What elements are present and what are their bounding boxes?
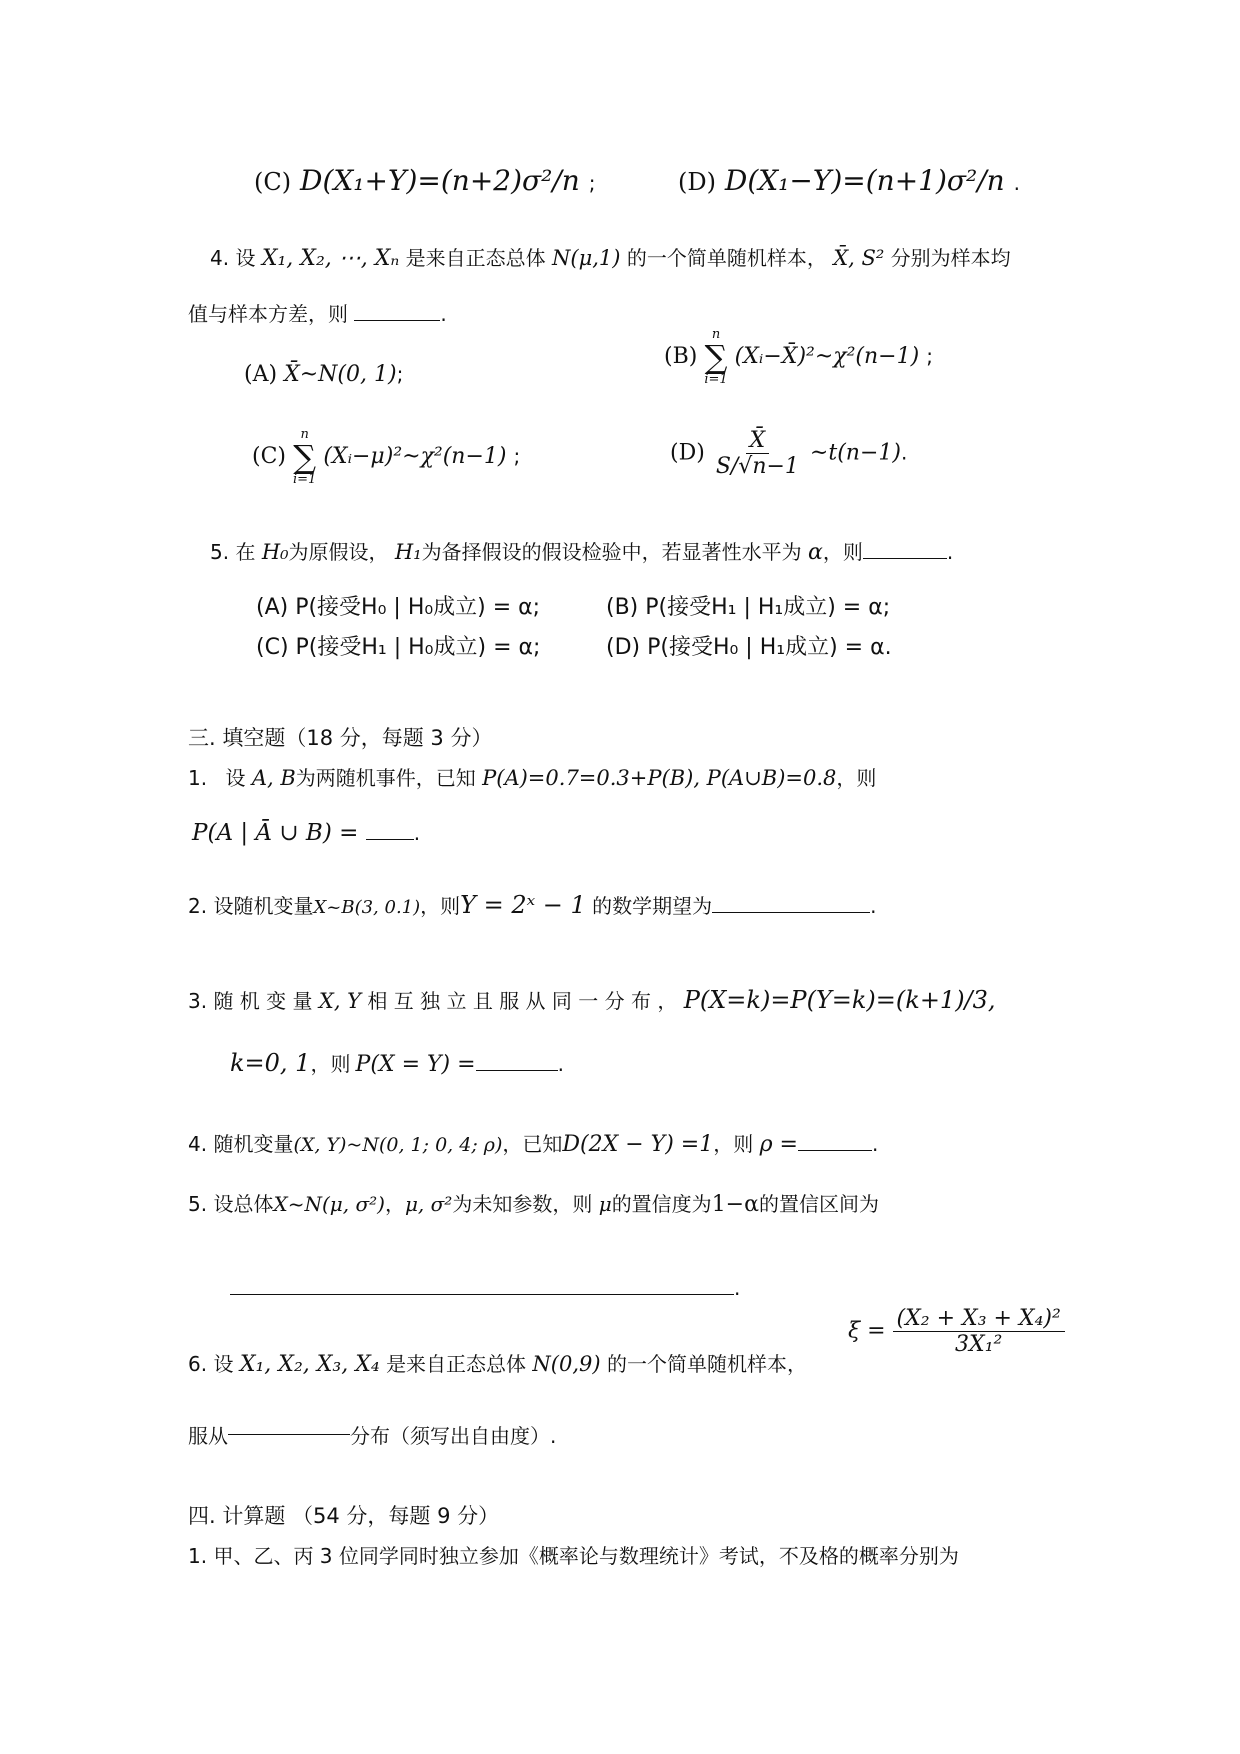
question-text: 为原假设， bbox=[288, 540, 389, 564]
fraction-denominator: S/√n−1 bbox=[715, 454, 799, 479]
fraction-denominator: 3X₁² bbox=[955, 1332, 1003, 1357]
answer-blank[interactable] bbox=[712, 912, 870, 913]
s3-question-6-line1 bbox=[188, 1348, 807, 1377]
question-5-line1 bbox=[210, 536, 953, 565]
sum-sign: ∑ bbox=[704, 338, 728, 376]
option-end: . bbox=[900, 440, 908, 465]
math-rho: ρ = bbox=[759, 1132, 798, 1157]
math-condition: P(A)=0.7=0.3+P(B), P(A∪B)=0.8 bbox=[482, 766, 837, 790]
math-expression: Y = 2ˣ − 1 bbox=[460, 891, 586, 919]
section-4-title: 四. 计算题 （54 分，每题 9 分） bbox=[188, 1504, 500, 1528]
option-d-top bbox=[678, 164, 1020, 197]
question-4-line2 bbox=[188, 298, 447, 327]
fraction bbox=[893, 1306, 1065, 1357]
math-alpha: α bbox=[808, 540, 823, 565]
option-end: ; bbox=[396, 362, 404, 386]
question-end: . bbox=[870, 894, 877, 918]
s3-question-5 bbox=[188, 1188, 879, 1217]
s3-question-4 bbox=[188, 1128, 878, 1157]
fraction-numerator: X̄ bbox=[746, 428, 770, 454]
math-stats: X̄, S² bbox=[833, 246, 885, 270]
question-end: . bbox=[557, 1052, 564, 1076]
math-sample: X₁, X₂, X₃, X₄ bbox=[239, 1352, 380, 1377]
question-text: 在 bbox=[235, 540, 256, 564]
math-variables: X, Y bbox=[318, 989, 362, 1013]
q5-option-a: (A) P(接受H₀ | H₀成立) = α; bbox=[256, 595, 541, 620]
question-text: 的一个简单随机样本， bbox=[626, 246, 827, 270]
math-k-values: k=0, 1 bbox=[230, 1049, 311, 1077]
sum-lower: i=1 bbox=[293, 472, 317, 487]
question-text: 为备择假设的假设检验中，若显著性水平为 bbox=[421, 540, 802, 564]
option-end: ; bbox=[588, 171, 596, 195]
q4-option-c bbox=[252, 428, 520, 486]
question-text: 的数学期望为 bbox=[592, 894, 713, 918]
option-expression: (Xᵢ−X̄)²~χ²(n−1) bbox=[734, 344, 920, 369]
question-text: 的置信区间为 bbox=[758, 1192, 879, 1216]
answer-blank[interactable] bbox=[228, 1434, 350, 1435]
s3-question-1-line1 bbox=[188, 762, 876, 791]
question-text: 的置信度为 bbox=[611, 1192, 712, 1216]
question-text: 3. 随 机 变 量 bbox=[188, 989, 313, 1013]
q4-option-a bbox=[244, 362, 403, 387]
s3-question-3-line1 bbox=[188, 985, 996, 1014]
math-expression: P(A | Ā ∪ B) = bbox=[192, 820, 359, 846]
answer-blank[interactable] bbox=[366, 839, 414, 840]
fraction-numerator: (X₂ + X₃ + X₄)² bbox=[893, 1306, 1065, 1332]
question-end: . bbox=[871, 1132, 879, 1156]
s3-question-2 bbox=[188, 890, 877, 919]
sum-sign: ∑ bbox=[293, 438, 317, 476]
math-expression: P(X = Y) = bbox=[355, 1052, 476, 1077]
math-sample: X₁, X₂, ⋯, Xₙ bbox=[261, 246, 400, 271]
option-label: (D) bbox=[670, 440, 705, 466]
option-label: (C) bbox=[254, 168, 292, 196]
math-confidence: 1−α bbox=[711, 1192, 759, 1217]
question-text: 为未知参数，则 bbox=[452, 1192, 593, 1216]
option-expression: X̄~N(0, 1) bbox=[284, 362, 397, 387]
question-text: 为两随机事件，已知 bbox=[295, 766, 476, 790]
answer-blank[interactable] bbox=[863, 558, 947, 559]
option-label: (A) bbox=[244, 362, 278, 387]
summation bbox=[293, 428, 316, 486]
option-c-top bbox=[254, 164, 595, 197]
question-text: 设 bbox=[225, 766, 246, 790]
math-events: A, B bbox=[251, 766, 296, 790]
option-expression: D(X₁−Y)=(n+1)σ²/n bbox=[724, 164, 1005, 197]
math-h0: H₀ bbox=[261, 540, 289, 564]
math-xi: ξ = bbox=[848, 1318, 886, 1344]
s3-question-6-line2 bbox=[188, 1420, 556, 1449]
math-expression: D(2X − Y) =1 bbox=[562, 1132, 714, 1157]
answer-blank[interactable] bbox=[476, 1070, 558, 1071]
question-text: ， bbox=[384, 1192, 405, 1216]
q4-option-d bbox=[670, 428, 907, 479]
option-label: (C) bbox=[252, 444, 286, 469]
s3-question-6-statistic bbox=[848, 1306, 1065, 1357]
answer-blank[interactable] bbox=[798, 1150, 872, 1151]
q5-option-b: (B) P(接受H₁ | H₁成立) = α; bbox=[606, 595, 891, 620]
section-3-title: 三. 填空题（18 分，每题 3 分） bbox=[188, 726, 493, 750]
math-expression: P(X=k)=P(Y=k)=(k+1)/3, bbox=[683, 986, 996, 1014]
answer-blank[interactable] bbox=[230, 1294, 734, 1295]
s4-question-1: 1. 甲、乙、丙 3 位同学同时独立参加《概率论与数理统计》考试，不及格的概率分别为 bbox=[188, 1544, 959, 1568]
question-text: 相 互 独 立 且 服 从 同 一 分 布 ， bbox=[367, 989, 678, 1013]
question-text: 6. 设 bbox=[188, 1352, 234, 1376]
math-population: N(μ,1) bbox=[552, 246, 621, 270]
fraction bbox=[712, 428, 803, 479]
question-text: ，则 bbox=[822, 540, 863, 564]
sum-upper: n bbox=[711, 327, 721, 342]
option-end: ; bbox=[926, 344, 933, 368]
question-text: ，已知 bbox=[502, 1132, 563, 1156]
math-population: N(0,9) bbox=[532, 1352, 601, 1376]
question-text: 的一个简单随机样本， bbox=[606, 1352, 807, 1376]
question-number: 4. bbox=[210, 246, 230, 270]
option-end: ; bbox=[513, 444, 521, 468]
question-text: ，则 bbox=[420, 894, 461, 918]
option-label: (D) bbox=[678, 168, 716, 196]
math-distribution: (X, Y)~N(0, 1; 0, 4; ρ) bbox=[293, 1134, 503, 1156]
option-end: . bbox=[1013, 171, 1020, 195]
option-expression: ~t(n−1) bbox=[809, 440, 901, 466]
q4-option-b bbox=[664, 328, 933, 386]
q5-option-d: (D) P(接受H₀ | H₁成立) = α. bbox=[606, 635, 892, 660]
question-end: . bbox=[946, 540, 954, 564]
question-text: 设 bbox=[235, 246, 256, 270]
question-text: ，则 bbox=[713, 1132, 754, 1156]
math-mu: μ bbox=[598, 1192, 612, 1216]
question-4-line1 bbox=[210, 242, 1011, 271]
answer-blank[interactable] bbox=[354, 320, 440, 321]
question-end: . bbox=[413, 821, 421, 845]
question-text: 5. 设总体 bbox=[188, 1192, 274, 1216]
question-text: ，则 bbox=[310, 1052, 351, 1076]
s3-question-5-answer-line bbox=[230, 1276, 740, 1300]
q5-option-c: (C) P(接受H₁ | H₀成立) = α; bbox=[256, 635, 541, 660]
question-text: ，则 bbox=[836, 766, 877, 790]
option-expression: D(X₁+Y)=(n+2)σ²/n bbox=[300, 164, 580, 197]
question-text: 4. 随机变量 bbox=[188, 1132, 294, 1156]
option-expression: (Xᵢ−μ)²~χ²(n−1) bbox=[323, 444, 507, 469]
option-label: (B) bbox=[664, 344, 698, 369]
math-parameters: μ, σ² bbox=[404, 1192, 453, 1216]
question-number: 1. bbox=[188, 766, 208, 790]
question-text: 2. 设随机变量 bbox=[188, 894, 314, 918]
s3-question-3-line2 bbox=[230, 1048, 564, 1077]
question-text: 是来自正态总体 bbox=[405, 246, 546, 270]
question-number: 5. bbox=[210, 540, 230, 564]
math-distribution: X~B(3, 0.1) bbox=[313, 897, 421, 918]
question-text: 值与样本方差，则 bbox=[188, 302, 348, 326]
summation bbox=[704, 328, 727, 386]
question-text: 分别为样本均 bbox=[890, 246, 1011, 270]
math-distribution: X~N(μ, σ²) bbox=[273, 1192, 385, 1216]
question-end: . bbox=[440, 302, 447, 326]
question-text: 分布（须写出自由度）. bbox=[350, 1424, 557, 1448]
question-end: . bbox=[734, 1276, 741, 1300]
sum-lower: i=1 bbox=[704, 372, 728, 387]
math-h1: H₁ bbox=[394, 540, 422, 564]
question-text: 服从 bbox=[188, 1424, 228, 1448]
sum-upper: n bbox=[300, 427, 309, 442]
question-text: 是来自正态总体 bbox=[386, 1352, 527, 1376]
s3-question-1-line2 bbox=[192, 820, 420, 846]
